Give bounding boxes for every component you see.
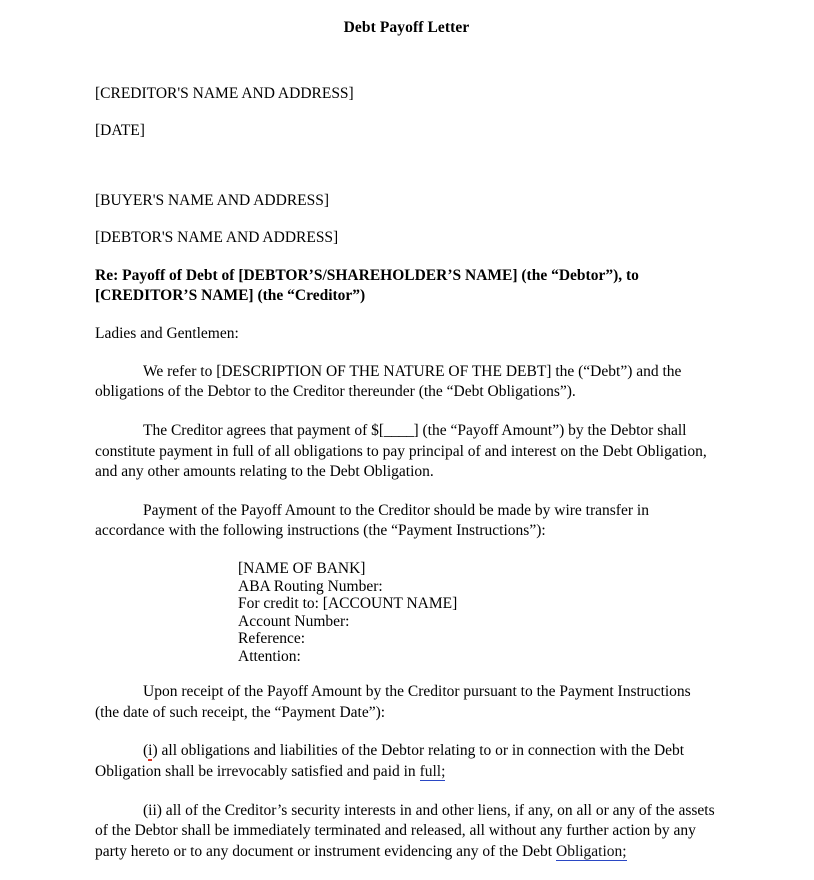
paragraph-payoff-amount — [95, 421, 718, 483]
payoff-text-before-blank: The Creditor agrees that payment of $[ — [143, 422, 385, 440]
address-gap-spacer — [95, 159, 718, 192]
clause-ii — [95, 801, 718, 863]
bank-name-line: [NAME OF BANK] — [238, 560, 366, 578]
paragraph-upon-receipt: Upon receipt of the Payoff Amount by the Creditor pursuant to the Payment Instructions (the date of such receipt, the “Payment Date”): — [95, 683, 691, 721]
date-block: [DATE] — [95, 122, 145, 140]
title-spacer — [95, 37, 718, 85]
salutation: Ladies and Gentlemen: — [95, 324, 239, 342]
paragraph-we-refer-to: We refer to [DESCRIPTION OF THE NATURE OF THE DEBT] the (“Debt”) and the obligations of the Debtor to the Creditor thereunder (the “Debt Obligations”). — [95, 362, 682, 401]
buyer-address-block: [BUYER'S NAME AND ADDRESS] — [95, 192, 330, 210]
link-full[interactable]: full; — [419, 762, 446, 780]
creditor-address-block: [CREDITOR'S NAME AND ADDRESS] — [95, 85, 354, 103]
subject-line: Re: Payoff of Debt of [DEBTOR’S/SHAREHOLDER’S NAME] (the “Debtor”), to [CREDITOR’S NAME] (the “Creditor”) — [95, 267, 639, 305]
link-obligation[interactable]: Obligation; — [556, 842, 627, 860]
clause-i — [95, 741, 718, 782]
clause-i-marker-close: ) — [152, 742, 162, 760]
document-body — [95, 0, 718, 880]
clause-ii-text: (ii) all of the Creditor’s security interests in and other liens, if any, on all or any of the assets of the Debtor shall be immediately terminated and released, all without any further action by any party hereto or to any document or instrument evidencing any of the Debt — [95, 801, 715, 860]
paragraph-wire-transfer: Payment of the Payoff Amount to the Creditor should be made by wire transfer in accordance with the following instructions (the “Payment Instructions”): — [95, 501, 649, 540]
clause-i-marker-open: ( — [143, 742, 149, 760]
clause-i-text: all obligations and liabilities of the Debtor relating to or in connection with the Debt Obligation shall be irrevocably satisfied and paid in — [95, 742, 685, 780]
aba-routing-line: ABA Routing Number: — [238, 577, 383, 595]
clause-i-marker-letter: i — [148, 742, 153, 760]
attention-line: Attention: — [238, 647, 301, 665]
reference-line: Reference: — [238, 630, 306, 648]
page-title: Debt Payoff Letter — [343, 19, 470, 36]
for-credit-to-line: For credit to: [ACCOUNT NAME] — [238, 595, 458, 613]
bank-instructions-block — [95, 560, 718, 665]
payoff-amount-blank: ____ — [384, 422, 414, 440]
account-number-line: Account Number: — [238, 612, 350, 630]
payoff-text-after-blank: ] (the “Payoff Amount”) by the Debtor shall constitute payment in full of all obligations to pay principal of and interest on the Debt Obligation, and any other amounts relating to the Debt Obligation. — [95, 422, 707, 481]
debtor-address-block: [DEBTOR'S NAME AND ADDRESS] — [95, 229, 339, 247]
